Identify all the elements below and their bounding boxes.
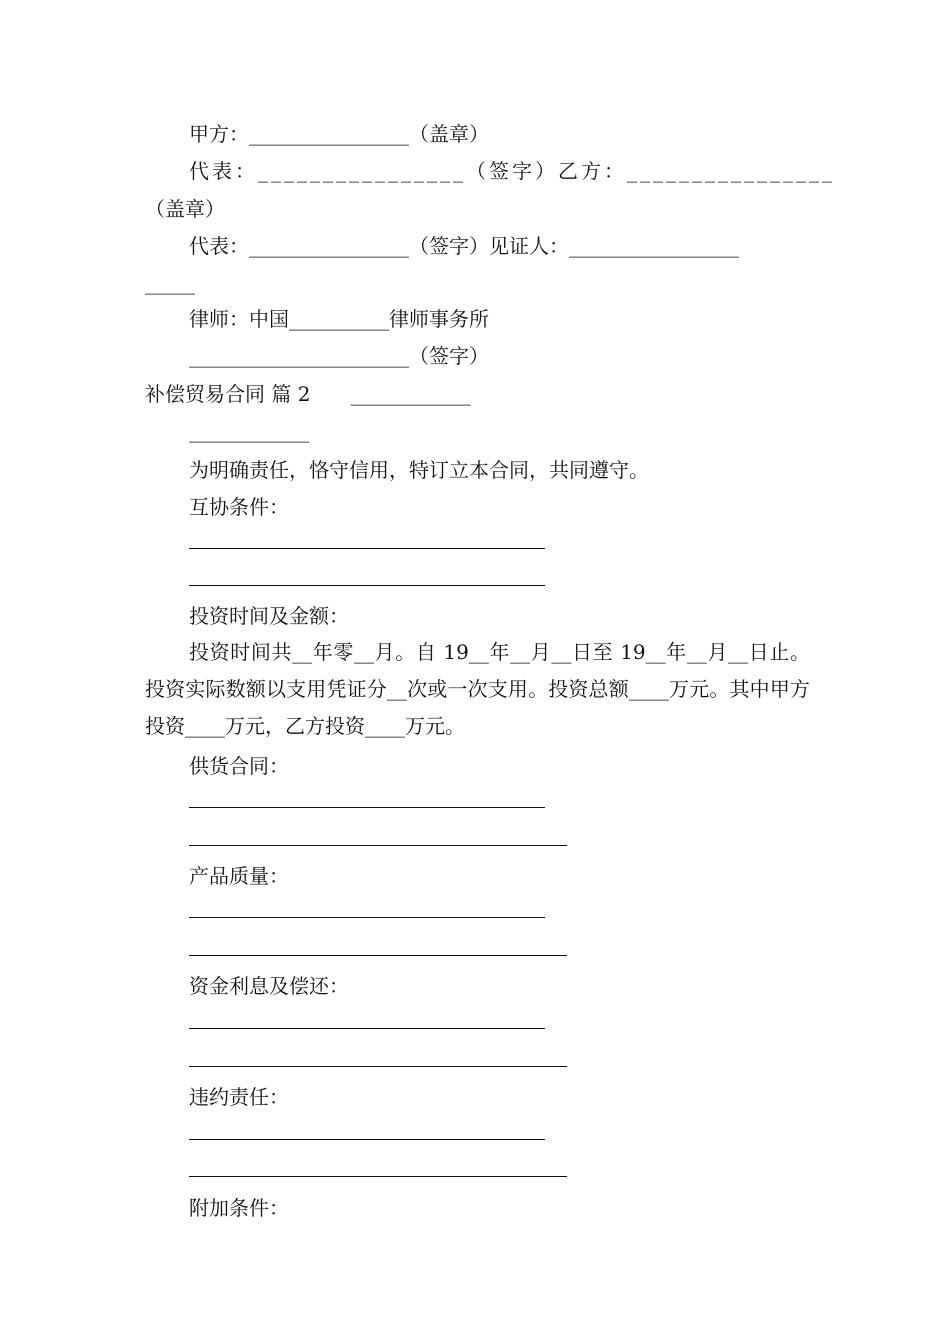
witness-line-continuation: _____	[145, 271, 195, 295]
blank-line	[189, 1028, 545, 1029]
party-b-seal-line: （盖章）	[145, 197, 225, 221]
section-additional-conditions-title: 附加条件：	[189, 1196, 289, 1220]
section-funds-interest-title: 资金利息及偿还：	[189, 974, 349, 998]
blank-line	[189, 1066, 567, 1067]
blank-line	[189, 585, 545, 586]
representative-witness-line: 代表：________________（签字）见证人：_________________	[189, 234, 739, 258]
blank-line	[189, 1176, 567, 1177]
representative-party-b-line: 代表：________________（签字）乙方：________________	[189, 159, 835, 183]
section-investment-text: 投资时间共__年零__月。自 19__年__月__日至 19__年__月__日止。投资实际数额以支用凭证分__次或一次支用。投资总额____万元。其中甲方投资____万元，乙方投资____万元。	[145, 640, 810, 738]
section-investment-title: 投资时间及金额：	[189, 604, 349, 628]
blank-line	[189, 548, 545, 549]
heading-blank-continuation: ____________	[189, 419, 309, 443]
section-product-quality-title: 产品质量：	[189, 864, 289, 888]
blank-line	[189, 807, 545, 808]
blank-line	[189, 845, 567, 846]
blank-line	[189, 955, 567, 956]
blank-line	[189, 917, 545, 918]
section-supply-contract-title: 供货合同：	[189, 754, 289, 778]
intro-paragraph: 为明确责任，恪守信用，特订立本合同，共同遵守。	[189, 458, 649, 482]
lawyer-signature-line: ______________________（签字）	[189, 344, 489, 368]
section-liability-title: 违约责任：	[189, 1085, 289, 1109]
contract-heading: 补偿贸易合同 篇 2 ____________	[145, 382, 471, 406]
lawyer-line: 律师：中国__________律师事务所	[189, 307, 489, 331]
party-a-signature-line: 甲方：________________（盖章）	[189, 122, 489, 146]
blank-line	[189, 1139, 545, 1140]
section-mutual-conditions-title: 互协条件：	[189, 495, 289, 519]
